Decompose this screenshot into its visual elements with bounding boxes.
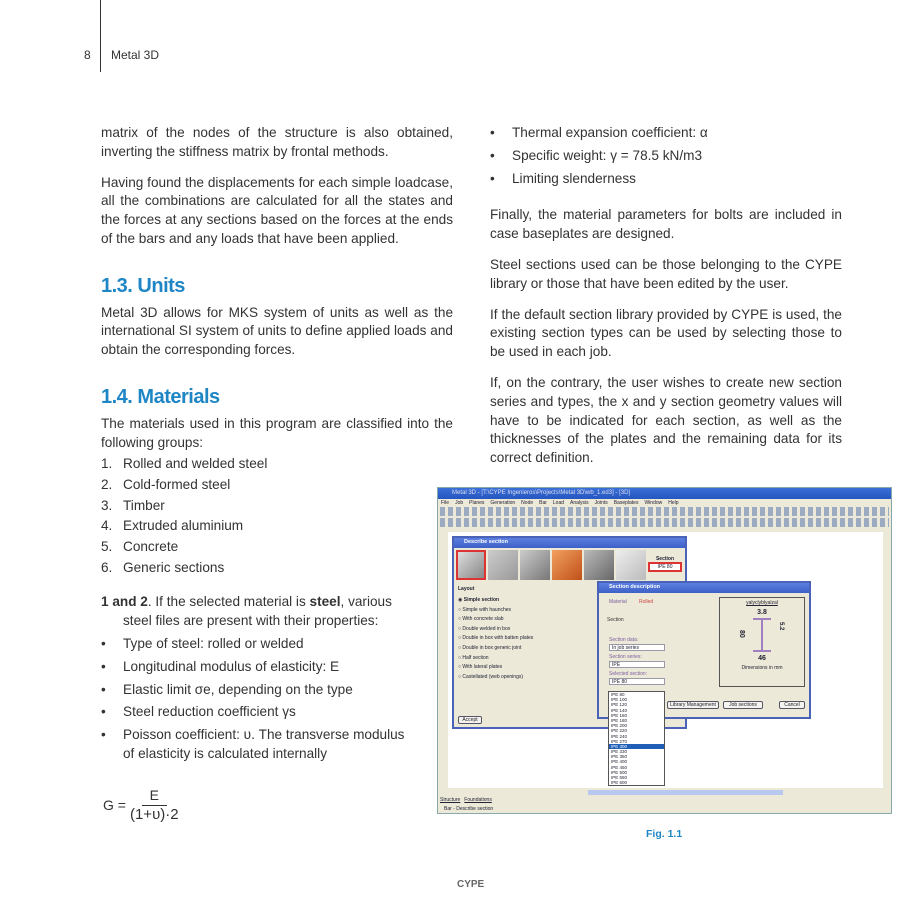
shear-modulus-formula: G = $\frac{E}{(1+\upsilon)\cdot 2}$ bbox=[103, 787, 179, 823]
paragraph: Metal 3D allows for MKS system of units as well as the international SI system of units to define applied loads and obtain the corresponding forces. bbox=[101, 304, 453, 358]
option[interactable]: IPE 270 bbox=[611, 738, 628, 744]
list-item: Cold-formed steel bbox=[123, 477, 231, 493]
radio-option[interactable]: ○ Half section bbox=[458, 654, 489, 661]
list-item: • Longitudinal modulus of elasticity: E bbox=[101, 658, 413, 677]
view-tabs bbox=[440, 797, 492, 803]
option[interactable]: IPE 220 bbox=[611, 728, 628, 734]
concrete-icon[interactable] bbox=[552, 550, 582, 580]
option[interactable]: IPE 400 bbox=[611, 759, 628, 765]
status-bar: Bar - Describe section bbox=[444, 806, 494, 812]
radio-option[interactable]: ○ With lateral plates bbox=[458, 664, 503, 671]
radio-option[interactable]: ◉ Simple section bbox=[458, 597, 500, 603]
menu-item[interactable]: Planes bbox=[469, 500, 485, 506]
tab-structure[interactable]: Structure bbox=[440, 797, 461, 803]
figure-screenshot bbox=[437, 487, 892, 814]
paragraph: Having found the displacements for each simple loadcase, all the combinations are calculated for all the states and the forces at any sections based on the forces at the ends of the bars and any loads that have been applied. bbox=[101, 174, 453, 246]
option[interactable]: IPE 180 bbox=[611, 717, 628, 723]
menu-item[interactable]: Joints bbox=[594, 500, 608, 506]
window-title: Metal 3D - [T:\CYPE Ingenieros\Projects\Metal 3D\wb_1.ed3] - [3D] bbox=[438, 488, 891, 499]
menu-item[interactable]: Analysis bbox=[570, 500, 589, 506]
option[interactable]: IPE 80 bbox=[611, 692, 625, 697]
paragraph: Steel sections used can be those belonging to the CYPE library or those that have been edited by the user. bbox=[490, 256, 842, 291]
aluminium-icon[interactable] bbox=[584, 550, 614, 580]
describe-section-dialog: Describe section Section IPE 80 Layout ◉ Simple section ○ Simple with haunches ○ With concrete slab ○ Double welded in box ○ Double in box with batten plates ○ Double in box generic joint ○ Half section ○ With lateral plates ○ Castellated (web openings) Accept bbox=[452, 536, 687, 729]
section-description-dialog: Section description Material Rolled Section Section data: In job series Section series: IPE Selected section: IPE 80 yalyclyblyalzal 3.8 80 5.2 46 Dimensions in mm Library Management Job sections Cancel bbox=[597, 581, 811, 719]
steel-properties bbox=[101, 635, 453, 764]
list-item: • Steel reduction coefficient γs bbox=[101, 703, 413, 722]
list-item: • Limiting slenderness bbox=[490, 170, 842, 189]
section-data-select[interactable]: In job series bbox=[609, 644, 665, 651]
toolbar[interactable] bbox=[440, 518, 889, 527]
paragraph: Finally, the material parameters for bolts are included in case baseplates are designed. bbox=[490, 207, 842, 242]
list-item: Generic sections bbox=[123, 559, 225, 575]
figure-caption: Fig. 1.1 bbox=[646, 828, 683, 840]
list-item: Timber bbox=[123, 497, 165, 513]
list-item: • Type of steel: rolled or welded bbox=[101, 635, 413, 654]
option[interactable]: IPE 330 bbox=[611, 749, 628, 755]
generic-icon[interactable] bbox=[616, 550, 646, 580]
dimensions-panel: yalyclyblyalzal 3.8 80 5.2 46 Dimensions in mm bbox=[719, 597, 805, 687]
radio-option[interactable]: ○ Castellated (web openings) bbox=[458, 673, 524, 680]
left-column bbox=[101, 124, 453, 768]
selected-section-select[interactable]: IPE 80 bbox=[609, 678, 665, 685]
right-column bbox=[490, 124, 842, 468]
list-item: Concrete bbox=[123, 539, 179, 555]
radio-option[interactable]: ○ Simple with haunches bbox=[458, 606, 512, 613]
tab-foundations[interactable]: Foundations bbox=[464, 797, 492, 803]
horizontal-scrollbar[interactable] bbox=[588, 790, 783, 795]
option[interactable]: IPE 120 bbox=[611, 702, 628, 708]
radio-option[interactable]: ○ Double welded in box bbox=[458, 625, 511, 632]
option[interactable]: IPE 100 bbox=[611, 697, 628, 703]
option[interactable]: IPE 600 bbox=[611, 780, 628, 786]
job-sections-button[interactable]: Job sections bbox=[723, 701, 763, 709]
option[interactable]: IPE 140 bbox=[611, 707, 628, 713]
menu-item[interactable]: Generation bbox=[490, 500, 516, 506]
steel-material-icon[interactable] bbox=[456, 550, 486, 580]
menu-item[interactable]: Load bbox=[552, 500, 565, 506]
timber-icon[interactable] bbox=[520, 550, 550, 580]
paragraph: The materials used in this program are classified into the following groups: bbox=[101, 415, 453, 450]
section-dropdown-list[interactable] bbox=[608, 691, 665, 786]
menu-item[interactable]: Bar bbox=[539, 500, 547, 506]
list-item: Rolled and welded steel bbox=[123, 456, 268, 472]
option-highlighted[interactable]: IPE 300 bbox=[609, 744, 664, 749]
menu-item[interactable]: Job bbox=[455, 500, 464, 506]
option[interactable]: IPE 160 bbox=[611, 712, 628, 718]
footer-brand: CYPE bbox=[457, 879, 485, 890]
list-item: Extruded aluminium bbox=[123, 518, 244, 534]
page-number: 8 bbox=[84, 48, 91, 62]
cold-formed-icon[interactable] bbox=[488, 550, 518, 580]
section-heading-units: 1.3. Units bbox=[101, 274, 185, 297]
paragraph: If the default section library provided by CYPE is used, the existing section types can be used by selecting those to be used in each job. bbox=[490, 306, 842, 360]
list-item: • Thermal expansion coefficient: α bbox=[490, 124, 842, 143]
accept-button[interactable]: Accept bbox=[458, 716, 482, 724]
running-title: Metal 3D bbox=[111, 48, 160, 62]
option[interactable]: IPE 360 bbox=[611, 754, 628, 760]
section-heading-materials: 1.4. Materials bbox=[101, 385, 220, 408]
header-rule bbox=[100, 0, 101, 72]
paragraph: matrix of the nodes of the structure is also obtained, inverting the stiffness matrix by frontal methods. bbox=[101, 125, 453, 159]
list-item: • Poisson coefficient: υ. The transverse modulus of elasticity is calculated internally bbox=[101, 726, 413, 764]
list-item: • Elastic limit σe, depending on the type bbox=[101, 681, 413, 700]
option[interactable]: IPE 450 bbox=[611, 764, 628, 770]
option[interactable]: IPE 500 bbox=[611, 769, 628, 775]
option[interactable]: IPE 200 bbox=[611, 723, 628, 729]
radio-option[interactable]: ○ Double in box generic joint bbox=[458, 644, 522, 651]
option[interactable]: IPE 550 bbox=[611, 775, 628, 780]
paragraph: If, on the contrary, the user wishes to create new section series and types, the x and y section geometry values will have to be indicated for each section, as well as the thicknesses of the plates and the remaining data for its correct definition. bbox=[490, 374, 842, 466]
menu-item[interactable]: File bbox=[441, 500, 450, 506]
section-field[interactable]: IPE 80 bbox=[648, 562, 682, 572]
menu-item[interactable]: Window bbox=[644, 500, 663, 506]
section-series-select[interactable]: IPE bbox=[609, 661, 665, 668]
i-beam-icon: 80 5.2 bbox=[720, 616, 804, 656]
menu-item[interactable]: Help bbox=[668, 500, 679, 506]
option[interactable]: IPE 240 bbox=[611, 733, 628, 739]
library-management-button[interactable]: Library Management bbox=[667, 701, 719, 709]
cancel-button[interactable]: Cancel bbox=[779, 701, 805, 709]
list-item: • Specific weight: γ = 78.5 kN/m3 bbox=[490, 147, 842, 166]
steel-paragraph: 1 and 2. If the selected material is steel, various steel files are present with their properties: bbox=[101, 594, 392, 629]
radio-option[interactable]: ○ Double in box with batten plates bbox=[458, 635, 534, 642]
radio-option[interactable]: ○ With concrete slab bbox=[458, 616, 504, 623]
menu-item[interactable]: Node bbox=[521, 500, 534, 506]
menu-item[interactable]: Baseplates bbox=[613, 500, 639, 506]
toolbar[interactable] bbox=[440, 507, 889, 516]
materials-list: 1. Rolled and welded steel 2. Cold-formed steel 3. Timber 4. Extruded aluminium 5. Concrete 6. Generic sections bbox=[101, 456, 268, 575]
menu-bar bbox=[438, 499, 891, 507]
